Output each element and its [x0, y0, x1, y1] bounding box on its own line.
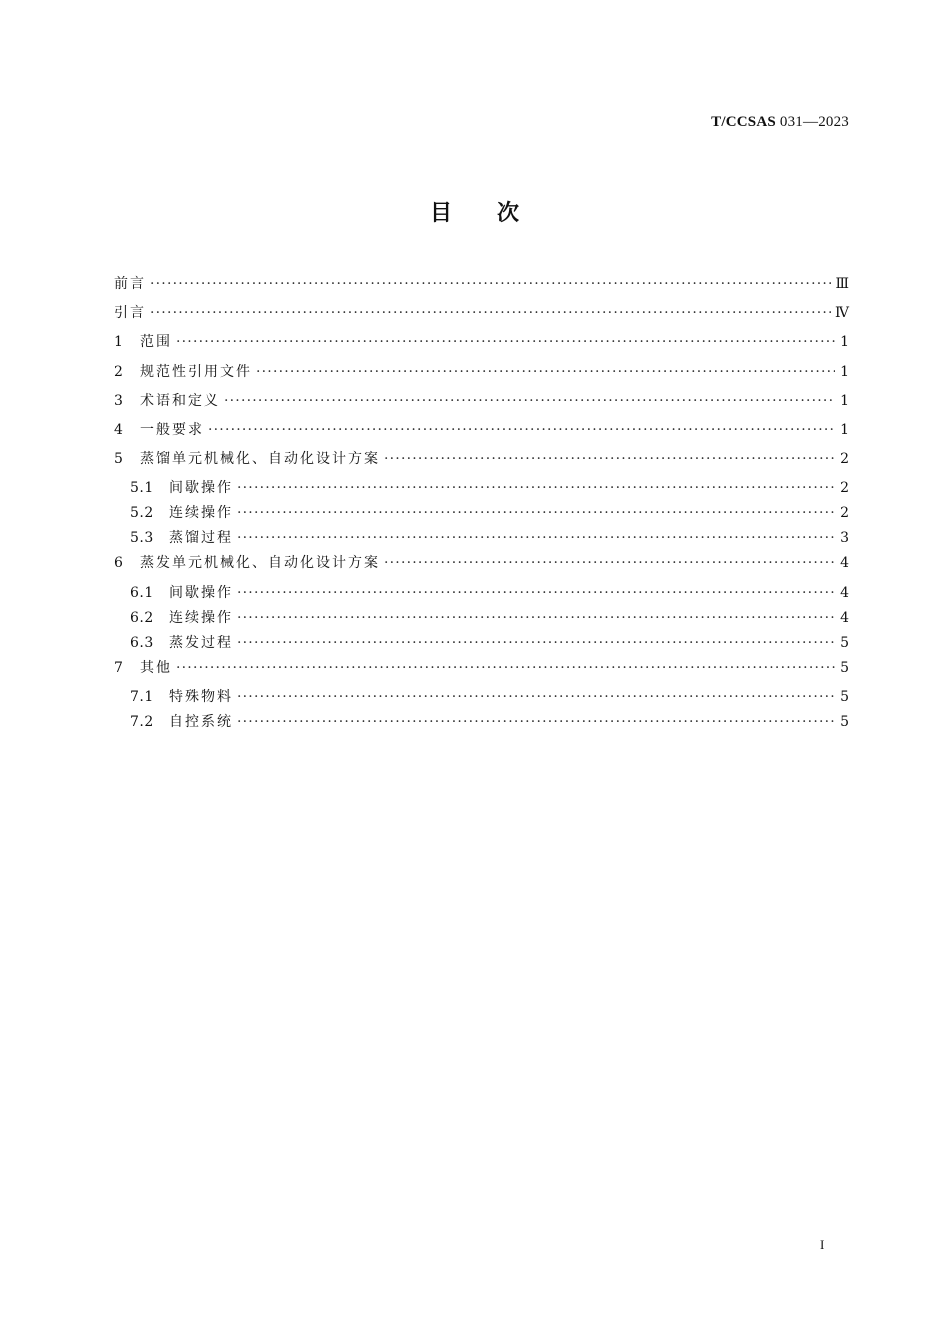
document-code — [711, 114, 849, 131]
toc-entry-number: 7.2 — [130, 713, 154, 730]
document-code-prefix: T/CCSAS — [711, 114, 776, 130]
toc-entry-page: 4 — [840, 584, 849, 601]
toc-entry-label: 特殊物料 — [169, 688, 233, 705]
toc-dot-leader — [237, 480, 835, 496]
toc-entry[interactable] — [114, 419, 849, 448]
toc-entry-page: 2 — [840, 505, 849, 522]
toc-entry-label: 范围 — [140, 334, 172, 351]
toc-entry[interactable] — [114, 552, 849, 581]
toc-dot-leader — [237, 610, 835, 626]
toc-entry-label: 自控系统 — [169, 713, 233, 730]
toc-dot-leader — [237, 585, 835, 601]
toc-entry[interactable] — [114, 477, 849, 502]
toc-entry-number: 7.1 — [130, 688, 154, 705]
toc-entry[interactable] — [114, 632, 849, 657]
toc-entry-number: 4 — [114, 421, 124, 438]
toc-dot-leader — [150, 305, 831, 321]
toc-entry-number: 2 — [114, 363, 124, 380]
toc-entry-page: 3 — [840, 530, 849, 547]
toc-entry[interactable] — [114, 302, 849, 331]
toc-entry[interactable] — [114, 331, 849, 360]
toc-entry-page: 4 — [840, 555, 849, 572]
toc-entry[interactable] — [114, 361, 849, 390]
toc-entry-label: 蒸发过程 — [169, 634, 233, 651]
toc-entry-number: 1 — [114, 334, 124, 351]
toc-dot-leader — [150, 276, 831, 292]
page-folio: I — [820, 1237, 825, 1252]
toc-entry-label: 规范性引用文件 — [140, 363, 252, 380]
toc-entry-page: 5 — [840, 659, 849, 676]
toc-dot-leader — [237, 530, 835, 546]
toc-entry-number: 5.1 — [130, 480, 154, 497]
toc-dot-leader — [224, 393, 835, 409]
toc-dot-leader — [176, 660, 835, 676]
table-of-contents — [114, 273, 849, 736]
toc-dot-leader — [237, 689, 835, 705]
toc-entry-page: 5 — [840, 634, 849, 651]
page-title-part1: 目 — [429, 201, 453, 226]
toc-entry[interactable] — [114, 657, 849, 686]
toc-entry-page: 4 — [840, 609, 849, 626]
toc-entry-label: 蒸馏单元机械化、自动化设计方案 — [140, 451, 380, 468]
toc-entry-number: 5 — [114, 451, 124, 468]
toc-entry-label: 其他 — [140, 659, 172, 676]
toc-entry[interactable] — [114, 711, 849, 736]
toc-entry[interactable] — [114, 582, 849, 607]
toc-dot-leader — [176, 334, 835, 350]
toc-dot-leader — [237, 505, 835, 521]
toc-entry-label: 引言 — [114, 305, 146, 322]
toc-entry-label: 前言 — [114, 276, 146, 292]
toc-entry[interactable] — [114, 527, 849, 552]
toc-entry-label: 连续操作 — [169, 505, 233, 522]
document-code-number: 031—2023 — [779, 114, 849, 130]
toc-entry-page: 1 — [840, 363, 849, 380]
toc-entry-label: 蒸发单元机械化、自动化设计方案 — [140, 555, 380, 572]
toc-dot-leader — [237, 714, 835, 730]
toc-entry-page: 2 — [840, 451, 849, 468]
toc-entry-number: 6.2 — [130, 609, 154, 626]
toc-entry-label: 术语和定义 — [140, 392, 220, 409]
page-title-part2: 次 — [497, 201, 521, 226]
toc-entry[interactable] — [114, 502, 849, 527]
toc-entry-number: 6.1 — [130, 584, 154, 601]
toc-entry[interactable] — [114, 686, 849, 711]
toc-dot-leader — [384, 451, 835, 467]
toc-entry-page: Ⅲ — [835, 276, 849, 292]
toc-entry-page: 1 — [840, 334, 849, 351]
toc-entry[interactable] — [114, 607, 849, 632]
toc-entry-page: Ⅳ — [835, 305, 849, 322]
toc-entry-number: 5.3 — [130, 530, 154, 547]
toc-entry-label: 一般要求 — [140, 421, 204, 438]
toc-entry-number: 7 — [114, 659, 124, 676]
toc-dot-leader — [384, 555, 835, 571]
toc-entry[interactable] — [114, 273, 849, 302]
toc-entry-number: 5.2 — [130, 505, 154, 522]
toc-entry[interactable] — [114, 448, 849, 477]
toc-entry[interactable] — [114, 390, 849, 419]
toc-entry-number: 3 — [114, 392, 124, 409]
toc-entry-number: 6.3 — [130, 634, 154, 651]
toc-entry-page: 5 — [840, 688, 849, 705]
toc-entry-label: 间歇操作 — [169, 584, 233, 601]
toc-entry-page: 1 — [840, 421, 849, 438]
toc-entry-number: 6 — [114, 555, 124, 572]
toc-entry-page: 2 — [840, 480, 849, 497]
page-title — [0, 196, 950, 227]
toc-dot-leader — [256, 364, 835, 380]
toc-entry-label: 蒸馏过程 — [169, 530, 233, 547]
toc-entry-page: 1 — [840, 392, 849, 409]
toc-entry-label: 间歇操作 — [169, 480, 233, 497]
toc-dot-leader — [208, 422, 835, 438]
toc-dot-leader — [237, 635, 835, 651]
toc-entry-page: 5 — [840, 713, 849, 730]
toc-entry-label: 连续操作 — [169, 609, 233, 626]
